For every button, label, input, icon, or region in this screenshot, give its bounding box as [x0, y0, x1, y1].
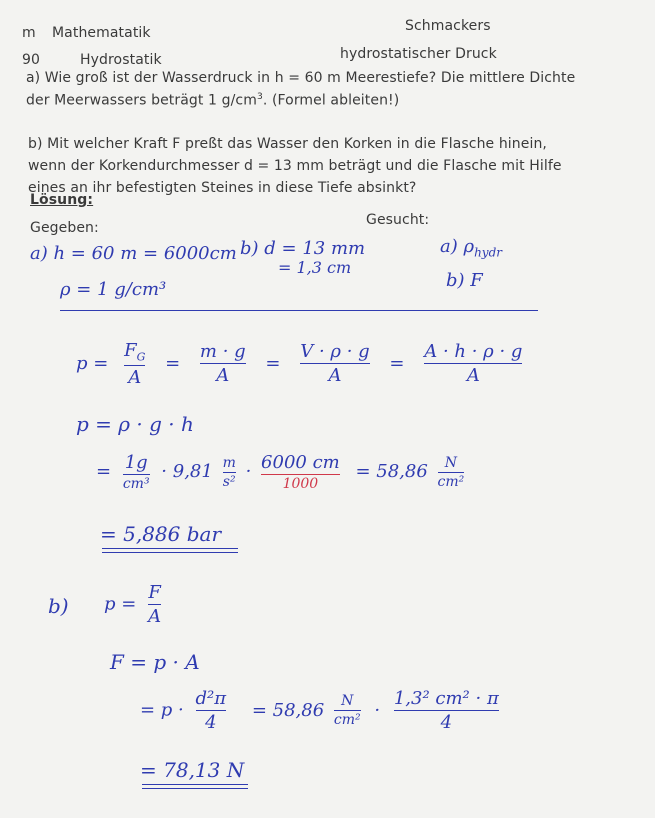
chapter-title: Hydrostatik — [80, 52, 162, 68]
author-name: Schmackers — [405, 18, 491, 34]
fraction-area-values — [394, 688, 499, 733]
fraction-area — [196, 688, 227, 733]
fraction-fg-a — [124, 340, 145, 388]
multiply-dot: · — [374, 699, 381, 721]
fraction-height — [261, 452, 340, 492]
result-a: = 5,886 bar — [100, 522, 222, 546]
fraction-result-unit-den: cm² — [437, 473, 465, 490]
part-b-p: p = — [104, 593, 137, 615]
part-b-pressure — [104, 582, 161, 627]
fraction-accel-den: s² — [222, 473, 236, 490]
fraction-bar — [424, 363, 522, 364]
fraction-bar — [123, 474, 150, 475]
fraction-vrg-a — [300, 341, 369, 386]
fraction-pressure-unit-num: N — [341, 693, 354, 709]
fraction-fg-num — [124, 340, 145, 364]
fraction-bar — [223, 472, 236, 473]
fraction-bar — [200, 363, 246, 364]
formula-pressure: p = ρ · g · h — [76, 412, 194, 436]
topic-title: hydrostatischer Druck — [340, 46, 497, 62]
result-a-underline-1 — [102, 548, 238, 549]
task-a-line2-text: der Meerwassers beträgt 1 g/cm — [26, 92, 257, 109]
fraction-height-den: 1000 — [282, 476, 319, 492]
part-b-label: b) — [48, 594, 69, 618]
fraction-bar — [196, 710, 227, 711]
subject-code: m — [22, 25, 36, 41]
fraction-density-num: 1g — [124, 452, 148, 473]
wanted-pressure-subscript: hydr — [474, 245, 502, 260]
force-calc-start: = p · — [140, 699, 184, 721]
calculation-line — [96, 452, 464, 492]
given-diameter-cm: = 1,3 cm — [278, 258, 352, 277]
fraction-pressure-unit — [334, 693, 361, 728]
fraction-pressure-unit-den: cm² — [333, 712, 361, 728]
given-density: ρ = 1 g/cm³ — [60, 279, 167, 300]
fraction-accel-num: m — [222, 454, 236, 471]
task-a-line1: a) Wie groß ist der Wasserdruck in h = 60 m Meerestiefe? Die mittlere Dichte — [26, 70, 576, 86]
task-a-line2 — [26, 92, 399, 109]
task-a-line2-exponent: 3 — [256, 92, 263, 102]
wanted-pressure — [440, 236, 502, 260]
fraction-area-values-den: 4 — [440, 712, 453, 733]
equals-sign: = — [165, 352, 181, 374]
fraction-bar — [261, 474, 340, 475]
task-b-line2: wenn der Korkendurchmesser d = 13 mm beträgt und die Flasche mit Hilfe — [28, 158, 562, 174]
fraction-bar — [394, 710, 499, 711]
fraction-bar — [124, 365, 145, 366]
fraction-area-num: d²π — [195, 688, 227, 709]
fraction-vrg-den: A — [328, 365, 342, 387]
given-height: a) h = 60 m = 6000cm — [30, 243, 237, 264]
fraction-f-den: A — [148, 606, 162, 627]
fraction-ahrg-a — [424, 341, 522, 386]
calc-result: = 58,86 — [355, 461, 428, 482]
force-formula: F = p · A — [110, 650, 200, 674]
derivation-line — [76, 340, 522, 388]
multiply-dot: · — [245, 461, 252, 482]
equals-sign: = — [389, 352, 405, 374]
derivation-p: p = — [76, 352, 109, 374]
fraction-density-den: cm³ — [122, 476, 150, 492]
wanted-label: Gesucht: — [366, 212, 430, 228]
calc-gravity: · 9,81 — [161, 461, 213, 482]
fraction-bar — [438, 472, 465, 473]
fraction-bar — [148, 604, 161, 605]
fraction-ahrg-den: A — [466, 365, 480, 387]
fraction-result-unit-num: N — [444, 454, 458, 471]
fraction-ahrg-num: A · h · ρ · g — [424, 341, 523, 363]
given-label: Gegeben: — [30, 220, 99, 236]
force-calc-value: = 58,86 — [251, 699, 325, 721]
fraction-fg-den: A — [128, 366, 142, 388]
fraction-mg-den: A — [216, 365, 230, 387]
wanted-pressure-symbol: a) ρ — [440, 236, 475, 257]
solution-heading: Lösung: — [30, 192, 94, 208]
fraction-vrg-num: V · ρ · g — [300, 341, 370, 363]
fraction-result-unit — [438, 455, 465, 490]
result-b-underline-1 — [142, 784, 248, 785]
task-b-line1: b) Mit welcher Kraft F preßt das Wasser den Korken in die Flasche hinein, — [28, 136, 547, 152]
fraction-f-a — [148, 582, 161, 627]
fraction-fg-num-text: F — [124, 340, 137, 361]
fraction-mg-a — [200, 341, 246, 386]
separator-line — [60, 310, 538, 311]
fraction-density — [123, 452, 150, 492]
fraction-area-den: 4 — [205, 712, 217, 733]
equals-sign: = — [265, 352, 281, 374]
force-calculation — [140, 688, 499, 733]
equals-sign: = — [96, 461, 112, 482]
subject-title: Mathematatik — [52, 25, 151, 41]
fraction-height-num: 6000 cm — [261, 452, 340, 473]
fraction-area-values-num: 1,3² cm² · π — [393, 688, 499, 709]
fraction-f-num: F — [148, 582, 161, 603]
fraction-bar — [300, 363, 369, 364]
fraction-fg-subscript: G — [136, 350, 146, 364]
task-b-line3: eines an ihr befestigten Steines in diese Tiefe absinkt? — [28, 180, 417, 196]
fraction-bar — [334, 710, 361, 711]
fraction-mg-num: m · g — [199, 341, 246, 363]
result-a-underline-2 — [102, 552, 238, 553]
result-b-underline-2 — [142, 788, 248, 789]
sheet-number: 90 — [22, 52, 41, 68]
wanted-force: b) F — [446, 270, 483, 291]
task-a-line2-end: . (Formel ableiten!) — [262, 92, 400, 109]
given-diameter: b) d = 13 mm — [240, 238, 366, 259]
fraction-accel-unit — [223, 455, 236, 490]
result-b: = 78,13 N — [140, 758, 245, 782]
